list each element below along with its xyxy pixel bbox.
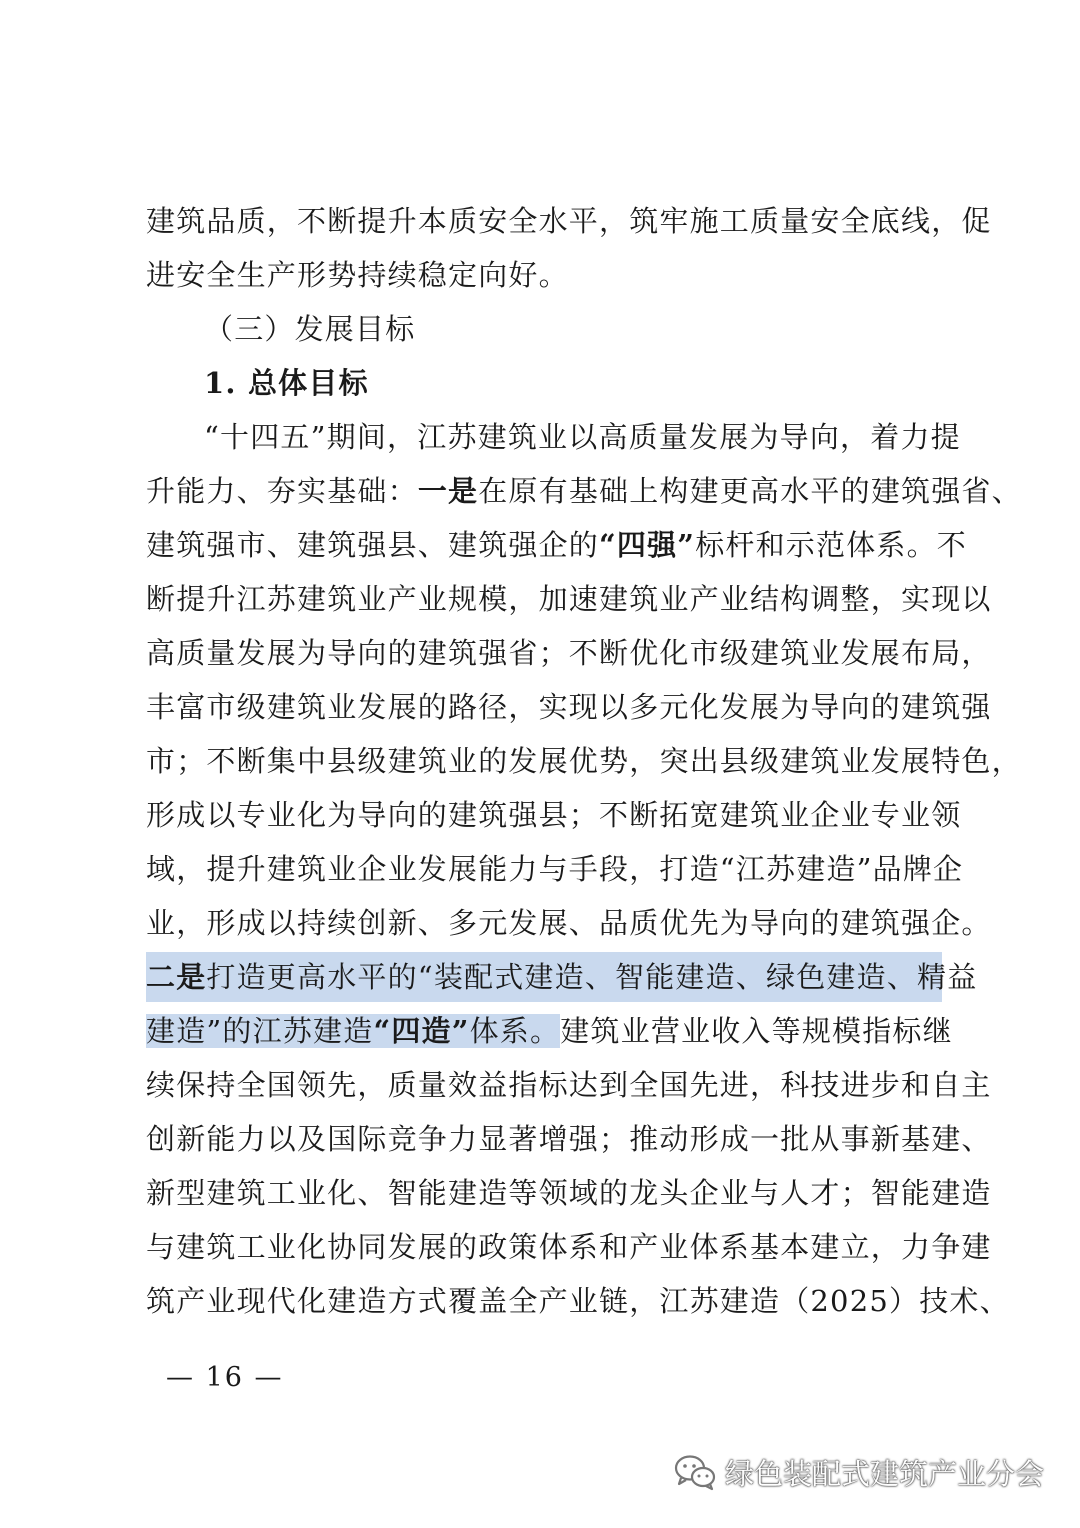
text-line: 域，提升建筑业企业发展能力与手段，打造“江苏建造”品牌企 xyxy=(146,852,964,886)
text-line xyxy=(146,466,1022,516)
wechat-icon xyxy=(673,1452,717,1492)
text-line: 续保持全国领先，质量效益指标达到全国先进，科技进步和自主 xyxy=(146,1068,992,1102)
text-line: “十四五”期间，江苏建筑业以高质量发展为导向，着力提 xyxy=(204,420,961,454)
text-span: 建筑强市、建筑强县、建筑强企的 xyxy=(146,528,600,562)
text-span: 建筑业营业收入等规模指标继 xyxy=(560,1014,953,1048)
page-number: — 16 — xyxy=(166,1362,284,1393)
text-span: 建造”的江苏建造 xyxy=(146,1014,374,1048)
text-span: 标杆和示范体系。不 xyxy=(695,528,967,562)
highlighted-line xyxy=(146,952,978,1002)
text-line: 市；不断集中县级建筑业的发展优势，突出县级建筑业发展特色， xyxy=(146,744,1022,778)
emphasis-text: 二是 xyxy=(146,960,207,994)
subheading: 1. 总体目标 xyxy=(204,366,369,400)
text-span: 打造更高水平的“装配式建造、智能建造、绿色建造、精益 xyxy=(206,960,978,994)
text-line: 创新能力以及国际竞争力显著增强；推动形成一批从事新基建、 xyxy=(146,1122,992,1156)
emphasis-text: “四造” xyxy=(373,1014,470,1048)
highlighted-span xyxy=(146,1014,560,1048)
watermark-text: 绿色装配式建筑产业分会 xyxy=(724,1456,1044,1491)
text-line: 建筑品质，不断提升本质安全水平，筑牢施工质量安全底线，促 xyxy=(146,204,992,238)
text-line: 形成以专业化为导向的建筑强县；不断拓宽建筑业企业专业领 xyxy=(146,798,962,832)
emphasis-text: “四强” xyxy=(599,528,696,562)
section-heading: （三）发展目标 xyxy=(204,312,416,346)
text-line: 新型建筑工业化、智能建造等领域的龙头企业与人才；智能建造 xyxy=(146,1176,992,1210)
watermark xyxy=(673,1448,1044,1496)
text-line: 丰富市级建筑业发展的路径，实现以多元化发展为导向的建筑强 xyxy=(146,690,992,724)
text-line xyxy=(146,520,967,570)
text-line: 筑产业现代化建造方式覆盖全产业链，江苏建造（2025）技术、 xyxy=(146,1284,1010,1318)
text-line: 高质量发展为导向的建筑强省；不断优化市级建筑业发展布局， xyxy=(146,636,992,670)
text-span: 在原有基础上构建更高水平的建筑强省、 xyxy=(478,474,1022,508)
text-line: 业，形成以持续创新、多元发展、品质优先为导向的建筑强企。 xyxy=(146,906,992,940)
text-line xyxy=(146,1006,953,1056)
emphasis-text: 一是 xyxy=(417,474,479,508)
text-span: 体系。 xyxy=(469,1014,561,1048)
text-line: 断提升江苏建筑业产业规模，加速建筑业产业结构调整，实现以 xyxy=(146,582,992,616)
text-line: 进安全生产形势持续稳定向好。 xyxy=(146,258,569,292)
text-span: 升能力、夯实基础： xyxy=(146,474,418,508)
text-line: 与建筑工业化协同发展的政策体系和产业体系基本建立，力争建 xyxy=(146,1230,992,1264)
